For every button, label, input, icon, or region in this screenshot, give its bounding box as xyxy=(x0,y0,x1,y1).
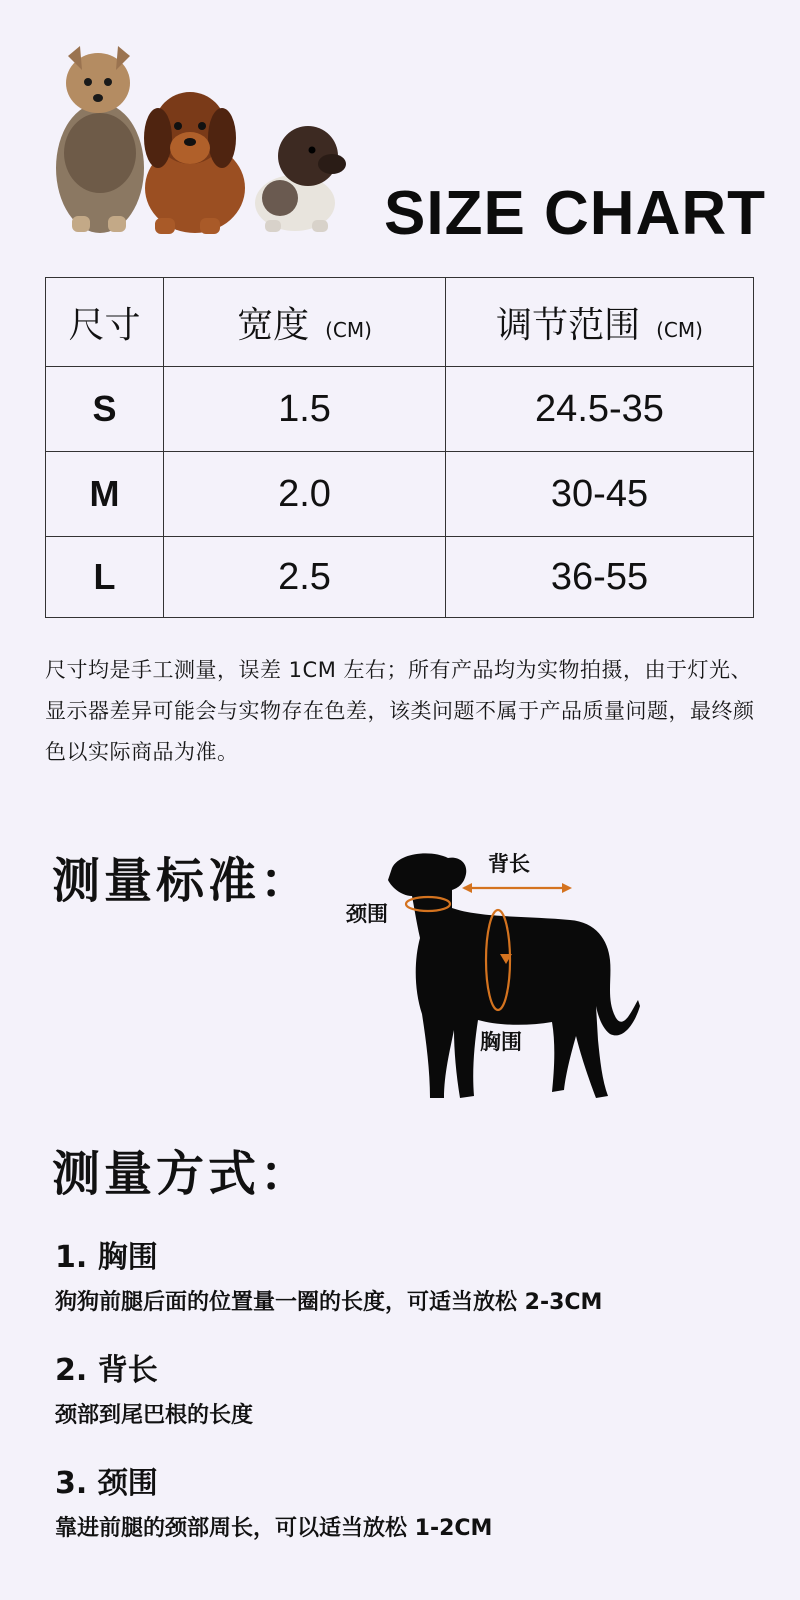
back-length-label: 背长 xyxy=(488,852,530,876)
width-cell: 2.0 xyxy=(164,452,446,537)
range-cell: 30-45 xyxy=(446,452,754,537)
method-item-title: 3. 颈围 xyxy=(55,1466,158,1501)
method-item-desc: 颈部到尾巴根的长度 xyxy=(55,1403,254,1428)
size-table xyxy=(45,277,754,618)
table-row xyxy=(46,452,754,537)
dog-measure-diagram xyxy=(340,850,640,1120)
method-item-title: 1. 胸围 xyxy=(55,1240,158,1275)
size-cell: L xyxy=(46,537,164,618)
method-heading: 测量方式： xyxy=(52,1146,313,1202)
range-cell: 36-55 xyxy=(446,537,754,618)
table-row xyxy=(46,537,754,618)
size-cell: S xyxy=(46,367,164,452)
table-header-row xyxy=(46,278,754,367)
width-cell: 2.5 xyxy=(164,537,446,618)
dog-silhouette-icon xyxy=(340,850,640,1120)
method-item-title: 2. 背长 xyxy=(55,1353,158,1388)
size-cell: M xyxy=(46,452,164,537)
range-cell: 24.5-35 xyxy=(446,367,754,452)
puppies-image xyxy=(50,38,350,238)
header-width: 宽度 (CM) xyxy=(164,278,446,367)
table-row xyxy=(46,367,754,452)
neck-label: 颈围 xyxy=(346,902,388,926)
hero-banner xyxy=(0,0,800,260)
header-range: 调节范围 (CM) xyxy=(446,278,754,367)
standard-heading: 测量标准： xyxy=(52,853,313,909)
header-size: 尺寸 xyxy=(46,278,164,367)
method-item-desc: 狗狗前腿后面的位置量一圈的长度，可适当放松 2-3CM xyxy=(55,1290,603,1315)
disclaimer-text: 尺寸均是手工测量，误差 1CM 左右；所有产品均为实物拍摄，由于灯光、 显示器差异可能会与实物存在色差，该类问题不属于产品质量问题，最终颜色以实际商品为准。 xyxy=(45,658,755,764)
page-title: SIZE CHART xyxy=(384,179,766,248)
chest-label: 胸围 xyxy=(480,1030,522,1054)
width-cell: 1.5 xyxy=(164,367,446,452)
method-item-desc: 靠进前腿的颈部周长，可以适当放松 1-2CM xyxy=(55,1516,493,1541)
